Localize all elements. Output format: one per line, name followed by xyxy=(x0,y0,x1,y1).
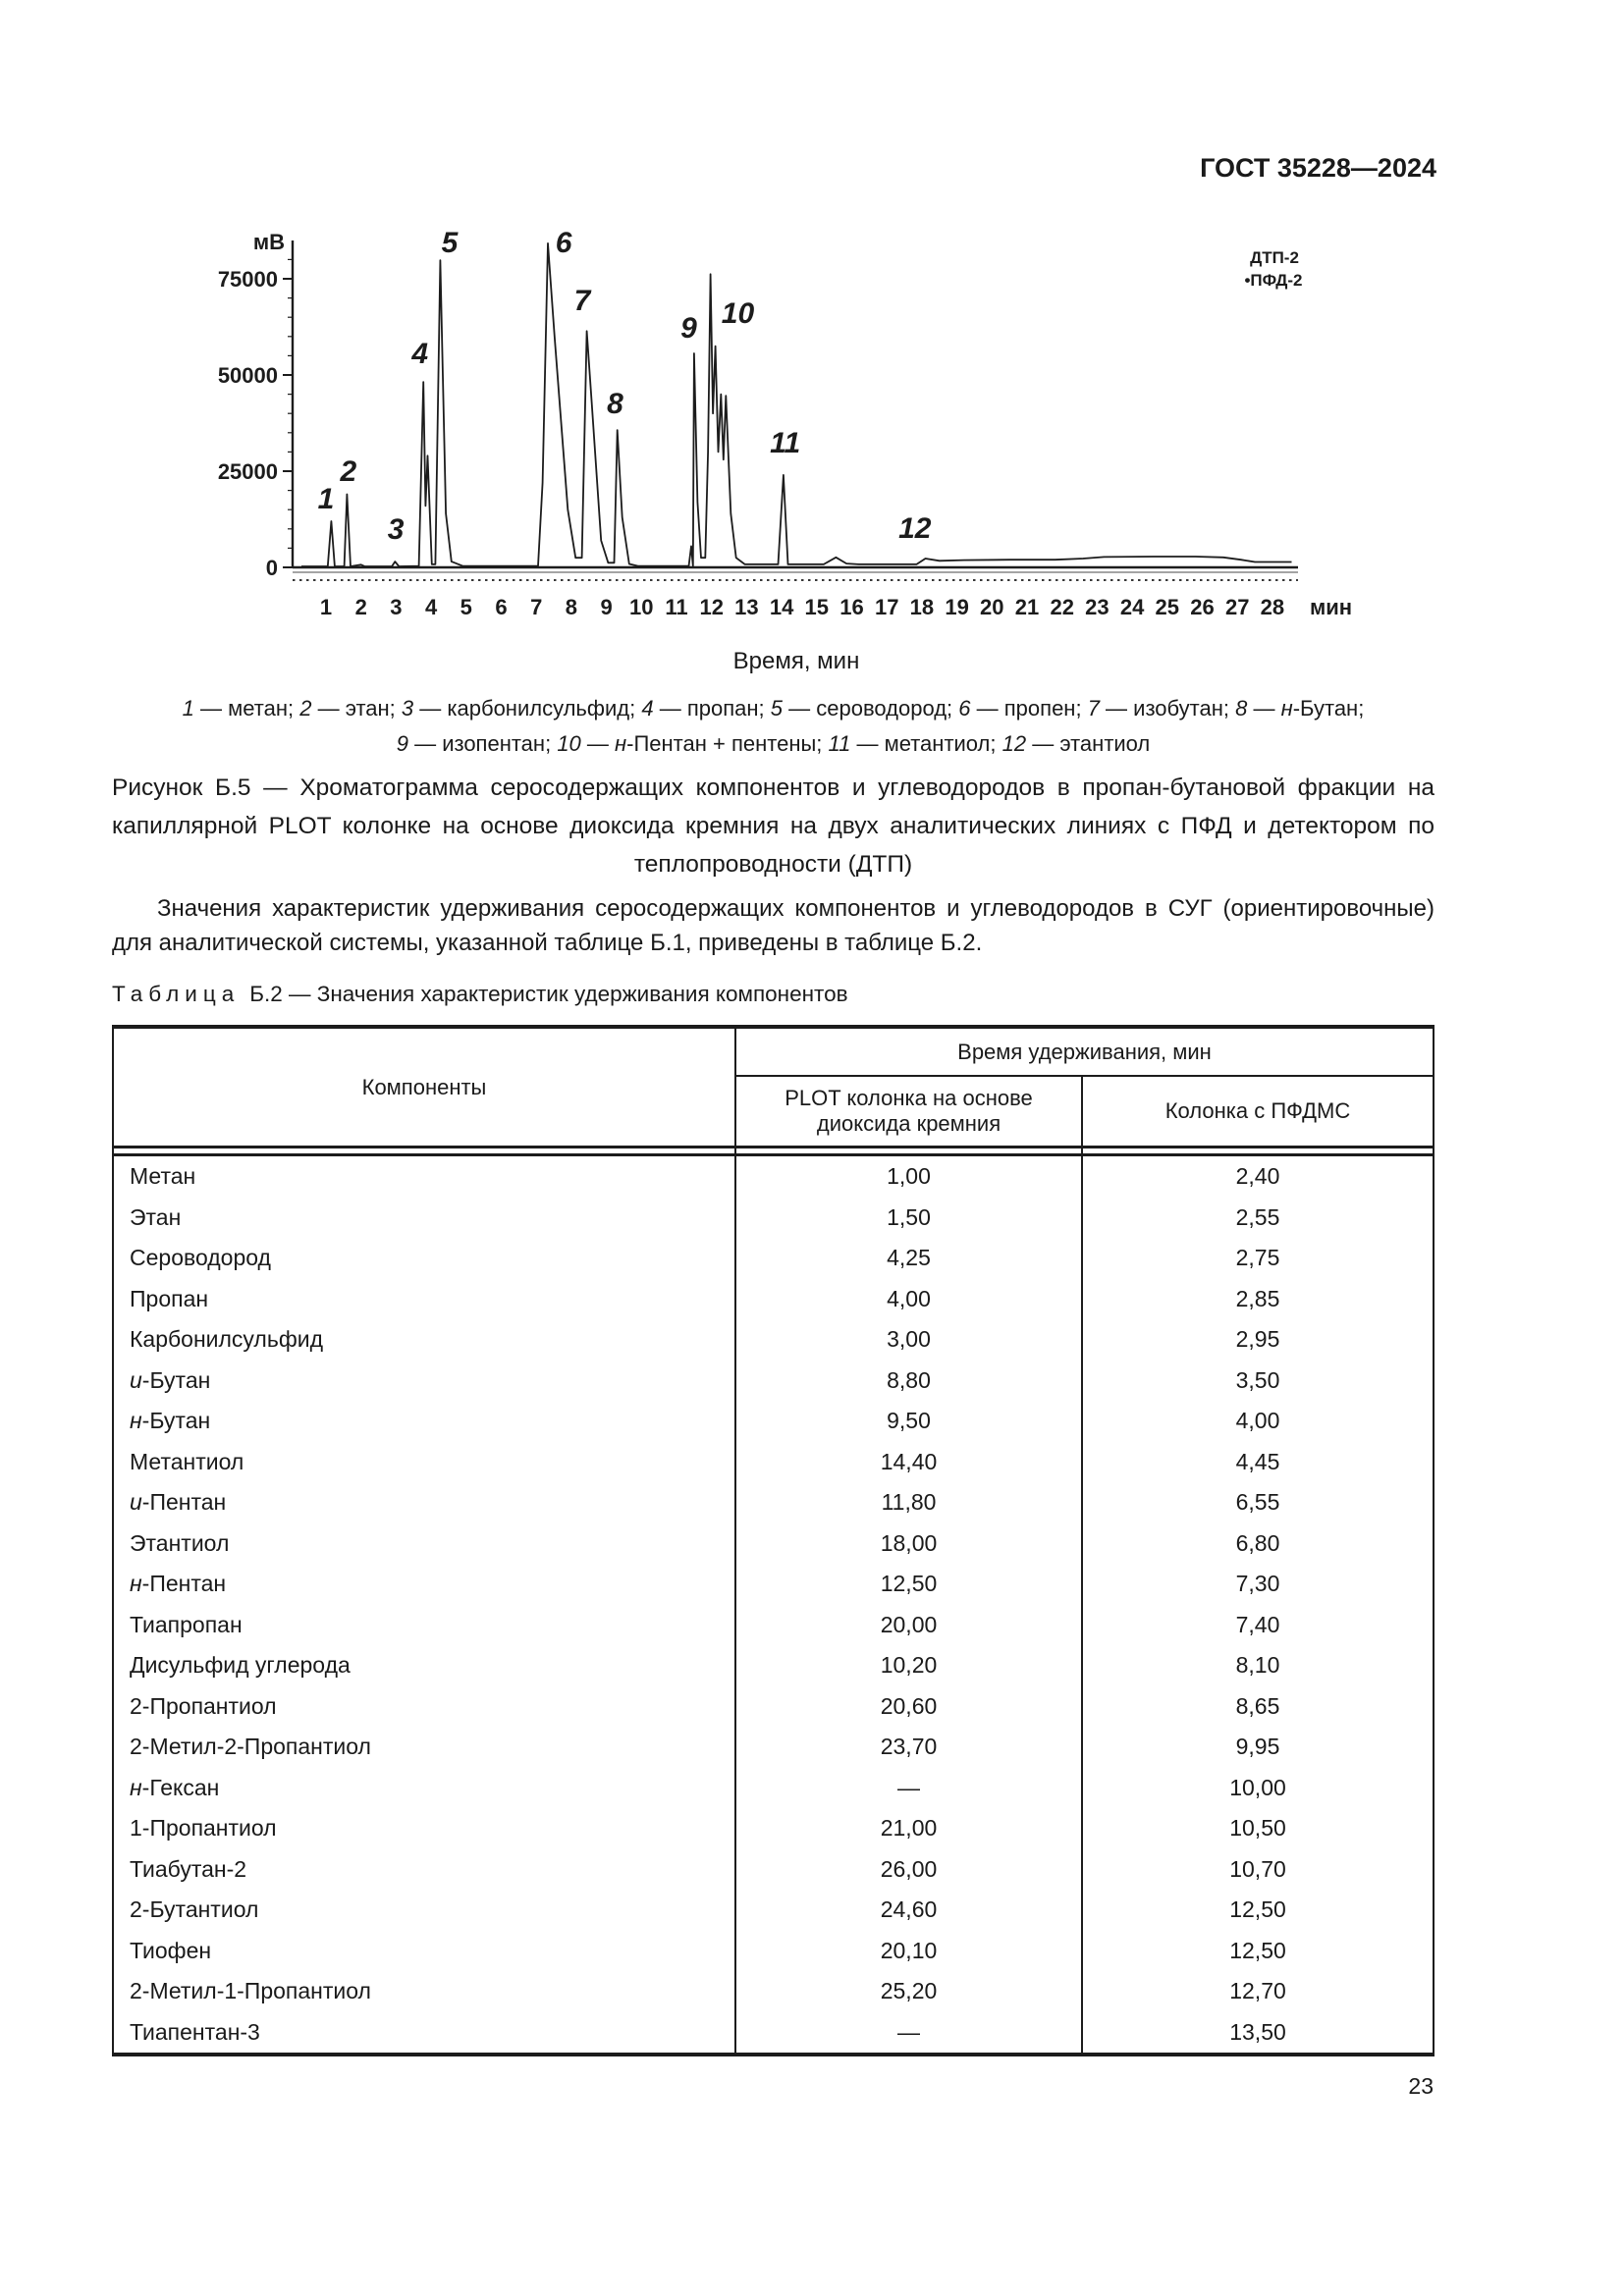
peak-component: изобутан xyxy=(1133,696,1223,721)
x-tick-label: 2 xyxy=(354,595,367,619)
x-tick-label: 10 xyxy=(629,595,654,619)
cell-component: н -Пентан xyxy=(114,1564,736,1605)
table-row xyxy=(114,1808,1433,1849)
peak-label-4: 4 xyxy=(411,338,429,371)
x-tick-label: 1 xyxy=(319,595,333,619)
cell-plot-retention: 1,50 xyxy=(736,1198,1083,1239)
x-tick-label: 23 xyxy=(1085,595,1110,619)
col-header-retention-group: Время удерживания, мин xyxy=(736,1029,1433,1077)
peak-component: метан xyxy=(228,696,288,721)
cell-component: Сероводород xyxy=(114,1238,736,1279)
peak-component: н-Пентан + пентены xyxy=(615,731,817,756)
x-tick-label: 9 xyxy=(600,595,613,619)
cell-pfdms-retention: 4,45 xyxy=(1235,1448,1280,1474)
table-row xyxy=(114,1523,1433,1565)
x-tick-label: 4 xyxy=(424,595,438,619)
cell-pfdms-retention: 4,00 xyxy=(1235,1408,1280,1434)
x-tick-label: 22 xyxy=(1050,595,1074,619)
cell-pfdms-retention: 10,70 xyxy=(1229,1855,1286,1882)
x-tick-label: 13 xyxy=(734,595,759,619)
figure-legend xyxy=(112,691,1435,762)
x-tick-label: 26 xyxy=(1190,595,1215,619)
cell-component: 2-Бутантиол xyxy=(114,1890,736,1931)
y-tick-label: 25000 xyxy=(217,459,278,484)
table-row xyxy=(114,1645,1433,1686)
table-row xyxy=(114,1361,1433,1402)
x-tick-label: 11 xyxy=(665,595,688,619)
cell-pfdms-retention: 3,50 xyxy=(1235,1366,1280,1393)
col-header-plot-column: PLOT колонка на основе диоксида кремния xyxy=(736,1077,1083,1146)
cell-component: Тиапропан xyxy=(114,1605,736,1646)
cell-pfdms-retention: 6,80 xyxy=(1235,1529,1280,1556)
y-axis-unit: мВ xyxy=(252,230,285,254)
cell-pfdms-retention: 8,65 xyxy=(1235,1692,1280,1719)
header-separator xyxy=(114,1148,1433,1156)
peak-number: 10 xyxy=(557,731,581,756)
y-tick-label: 75000 xyxy=(217,267,278,292)
x-tick-label: 8 xyxy=(565,595,578,619)
cell-pfdms-retention: 10,00 xyxy=(1229,1774,1286,1800)
x-tick-label: 16 xyxy=(839,595,864,619)
cell-plot-retention: 25,20 xyxy=(736,1971,1083,2012)
table-row xyxy=(114,1890,1433,1931)
chart-x-axis-title: Время, мин xyxy=(732,648,860,674)
cell-component: Метантиол xyxy=(114,1442,736,1483)
x-tick-label: 17 xyxy=(874,595,899,619)
body-paragraph: Значения характеристик удерживания серосодержащих компонентов и углеводородов в СУГ (ориентировочные) для аналитической системы, указанной таблице Б.1, приведены в таблице Б.2. xyxy=(112,895,1435,956)
table-row xyxy=(114,1156,1433,1198)
cell-pfdms-retention: 2,95 xyxy=(1235,1326,1280,1353)
cell-plot-retention: 4,25 xyxy=(736,1238,1083,1279)
x-tick-label: 21 xyxy=(1014,595,1040,619)
cell-plot-retention: 20,10 xyxy=(736,1931,1083,1972)
peak-component: пропан xyxy=(686,696,759,721)
peak-component: метантиол xyxy=(884,731,991,756)
peak-component: сероводород xyxy=(816,696,947,721)
x-tick-label: 3 xyxy=(390,595,403,619)
cell-plot-retention: — xyxy=(736,2012,1083,2054)
cell-component: 2-Метил-1-Пропантиол xyxy=(114,1971,736,2012)
cell-plot-retention: 23,70 xyxy=(736,1727,1083,1768)
table-row xyxy=(114,1564,1433,1605)
cell-component: н -Бутан xyxy=(114,1401,736,1442)
peak-number: 9 xyxy=(396,731,408,756)
cell-component: 2-Пропантиол xyxy=(114,1686,736,1728)
cell-plot-retention: 1,00 xyxy=(736,1156,1083,1198)
cell-pfdms-retention: 12,70 xyxy=(1229,1978,1286,2004)
table-row xyxy=(114,1727,1433,1768)
cell-plot-retention: 24,60 xyxy=(736,1890,1083,1931)
cell-pfdms-retention: 12,50 xyxy=(1229,1896,1286,1923)
peak-label-8: 8 xyxy=(607,388,623,421)
peak-label-7: 7 xyxy=(573,285,591,318)
x-tick-label: 7 xyxy=(530,595,543,619)
cell-component: Дисульфид углерода xyxy=(114,1645,736,1686)
figure-legend-line1: 1 — метан; 2 — этан; 3 — карбонилсульфид; 4 — пропан; 5 — сероводород; 6 — пропен; 7 — изобутан; 8 — н-Бутан; xyxy=(182,696,1365,721)
cell-plot-retention: 4,00 xyxy=(736,1279,1083,1320)
cell-pfdms-retention: 2,55 xyxy=(1235,1203,1280,1230)
chromatogram xyxy=(177,196,1512,638)
peak-label-10: 10 xyxy=(721,297,755,331)
table-title-rest: Б.2 — Значения характеристик удерживания компонентов xyxy=(249,982,848,1006)
cell-plot-retention: 20,00 xyxy=(736,1605,1083,1646)
peak-component: пропен xyxy=(1003,696,1076,721)
cell-plot-retention: 3,00 xyxy=(736,1319,1083,1361)
x-tick-label: 19 xyxy=(945,595,969,619)
peak-number: 5 xyxy=(770,696,784,721)
table-row xyxy=(114,1482,1433,1523)
cell-plot-retention: 26,00 xyxy=(736,1849,1083,1891)
table-row xyxy=(114,1319,1433,1361)
cell-component: Метан xyxy=(114,1156,736,1198)
table-row xyxy=(114,1605,1433,1646)
cell-plot-retention: 21,00 xyxy=(736,1808,1083,1849)
table-row xyxy=(114,1686,1433,1728)
table-row xyxy=(114,1971,1433,2012)
cell-plot-retention: 11,80 xyxy=(736,1482,1083,1523)
x-tick-label: 25 xyxy=(1155,595,1180,619)
cell-plot-retention: 8,80 xyxy=(736,1361,1083,1402)
peak-number: 3 xyxy=(401,696,414,721)
table-row xyxy=(114,1849,1433,1891)
cell-plot-retention: — xyxy=(736,1768,1083,1809)
peak-component: этантиол xyxy=(1059,731,1151,756)
cell-component: и -Пентан xyxy=(114,1482,736,1523)
x-tick-label: 12 xyxy=(699,595,724,619)
col-header-components: Компоненты xyxy=(114,1029,736,1146)
col-header-pfdms-column: Колонка с ПФДМС xyxy=(1164,1098,1351,1123)
peak-component: изопентан xyxy=(442,731,546,756)
cell-pfdms-retention: 10,50 xyxy=(1229,1815,1286,1842)
cell-pfdms-retention: 2,85 xyxy=(1235,1285,1280,1311)
cell-component: Этантиол xyxy=(114,1523,736,1565)
peak-label-3: 3 xyxy=(387,512,405,546)
retention-table xyxy=(112,1025,1435,2056)
peak-component: карбонилсульфид xyxy=(447,696,630,721)
cell-component: Тиапентан-3 xyxy=(114,2012,736,2054)
peak-label-1: 1 xyxy=(317,483,335,516)
page-number: 23 xyxy=(1408,2073,1434,2099)
table-row xyxy=(114,1279,1433,1320)
peak-component: н-Бутан xyxy=(1280,696,1359,721)
x-tick-label: 14 xyxy=(769,595,794,619)
cell-pfdms-retention: 12,50 xyxy=(1229,1937,1286,1963)
y-tick-label: 0 xyxy=(265,556,278,580)
table-row xyxy=(114,2012,1433,2054)
table-row xyxy=(114,1768,1433,1809)
x-tick-label: 18 xyxy=(909,595,935,619)
y-tick-label: 50000 xyxy=(217,363,278,388)
cell-pfdms-retention: 2,40 xyxy=(1235,1163,1280,1190)
x-tick-label: 24 xyxy=(1119,595,1145,619)
cell-plot-retention: 18,00 xyxy=(736,1523,1083,1565)
peak-label-12: 12 xyxy=(898,511,932,545)
table-title xyxy=(112,982,848,1007)
cell-pfdms-retention: 9,95 xyxy=(1235,1734,1280,1760)
cell-pfdms-retention: 13,50 xyxy=(1229,2018,1286,2045)
cell-pfdms-retention: 8,10 xyxy=(1235,1652,1280,1679)
peak-label-5: 5 xyxy=(441,226,459,259)
table-title-word: Таблица xyxy=(112,982,241,1006)
peak-component: этан xyxy=(345,696,390,721)
cell-plot-retention: 14,40 xyxy=(736,1442,1083,1483)
x-tick-label: 27 xyxy=(1224,595,1250,619)
peak-number: 4 xyxy=(641,696,654,721)
table-row xyxy=(114,1198,1433,1239)
cell-plot-retention: 9,50 xyxy=(736,1401,1083,1442)
cell-component: Тиофен xyxy=(114,1931,736,1972)
cell-component: 1-Пропантиол xyxy=(114,1808,736,1849)
table-row xyxy=(114,1238,1433,1279)
cell-component: Пропан xyxy=(114,1279,736,1320)
peak-number: 1 xyxy=(182,696,194,721)
peak-number: 2 xyxy=(299,696,312,721)
cell-component: и -Бутан xyxy=(114,1361,736,1402)
peak-label-9: 9 xyxy=(680,311,697,345)
dtp-trace xyxy=(301,243,1292,566)
x-tick-label: 15 xyxy=(804,595,830,619)
table-row xyxy=(114,1931,1433,1972)
peak-number: 8 xyxy=(1235,696,1248,721)
cell-pfdms-retention: 7,40 xyxy=(1235,1611,1280,1637)
peak-label-2: 2 xyxy=(340,455,357,489)
cell-component: 2-Метил-2-Пропантиол xyxy=(114,1727,736,1768)
cell-pfdms-retention: 2,75 xyxy=(1235,1245,1280,1271)
table-body xyxy=(114,1156,1433,2053)
cell-pfdms-retention: 6,55 xyxy=(1235,1489,1280,1516)
peak-number: 7 xyxy=(1087,696,1100,721)
x-tick-label: 6 xyxy=(495,595,508,619)
cell-pfdms-retention: 7,30 xyxy=(1235,1571,1280,1597)
peak-label-11: 11 xyxy=(770,426,801,459)
cell-plot-retention: 12,50 xyxy=(736,1564,1083,1605)
figure-legend-line2: 9 — изопентан; 10 — н-Пентан + пентены; 11 — метантиол; 12 — этантиол xyxy=(396,731,1151,756)
page-header: ГОСТ 35228—2024 xyxy=(1200,153,1436,183)
table-header xyxy=(114,1029,1433,1148)
cell-plot-retention: 20,60 xyxy=(736,1686,1083,1728)
cell-component: Тиабутан-2 xyxy=(114,1849,736,1891)
x-tick-label: 20 xyxy=(980,595,1004,619)
x-axis-unit: мин xyxy=(1310,595,1353,619)
cell-plot-retention: 10,20 xyxy=(736,1645,1083,1686)
cell-component: Этан xyxy=(114,1198,736,1239)
peak-number: 12 xyxy=(1001,731,1027,756)
cell-component: н -Гексан xyxy=(114,1768,736,1809)
table-row xyxy=(114,1401,1433,1442)
x-tick-label: 5 xyxy=(460,595,472,619)
legend-pfd: •ПФД-2 xyxy=(1244,271,1303,290)
x-tick-label: 28 xyxy=(1260,595,1285,619)
cell-component: Карбонилсульфид xyxy=(114,1319,736,1361)
peak-label-6: 6 xyxy=(555,226,572,259)
legend-dtp: ДТП-2 xyxy=(1250,248,1299,267)
figure-caption: Рисунок Б.5 — Хроматограмма серосодержащих компонентов и углеводородов в пропан-бутановой фракции на капиллярной PLOT колонке на основе диоксида кремния на двух аналитических линиях с ПФД и детектором по теплопроводности (ДТП) xyxy=(112,774,1435,878)
table-row xyxy=(114,1442,1433,1483)
peak-number: 6 xyxy=(958,696,971,721)
peak-number: 11 xyxy=(828,731,851,756)
